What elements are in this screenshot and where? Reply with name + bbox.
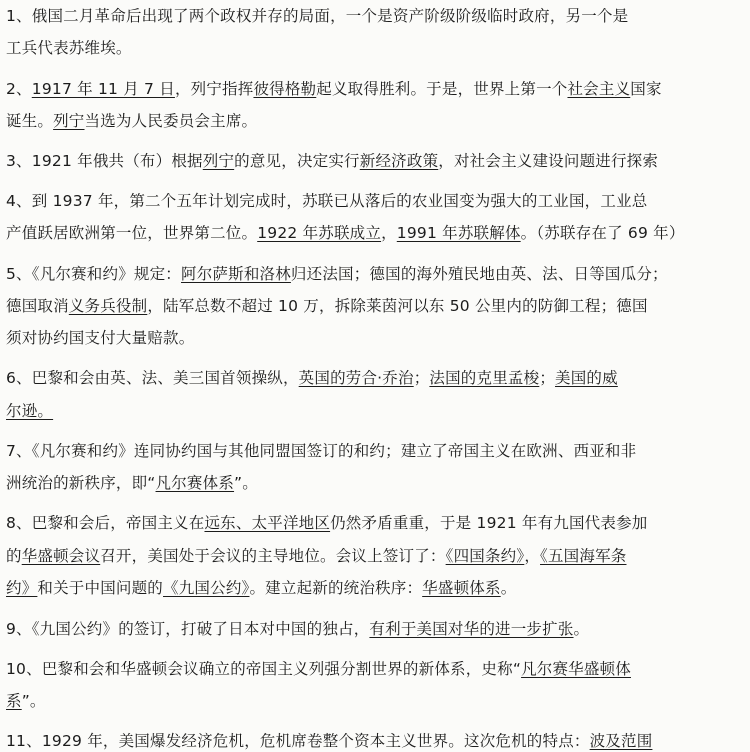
underlined-text: 义务兵役制: [68, 297, 148, 315]
underlined-text: 远东、太平洋地区: [204, 514, 331, 532]
text-segment: 归还法国；德国的海外殖民地由英、法、日等国瓜分；: [290, 265, 668, 283]
text-line: [6, 367, 618, 389]
underlined-text: 约》: [6, 579, 38, 597]
text-line: [6, 618, 589, 640]
text-segment: 当选为人民委员会主席。: [84, 112, 258, 130]
text-segment: 4、到 1937 年，第二个五年计划完成时，苏联已从落后的农业国变为强大的工业国，工业总: [6, 192, 648, 210]
text-line: [6, 545, 626, 567]
text-line: [6, 512, 647, 534]
text-line: [6, 327, 194, 349]
underlined-text: 华盛顿体系: [422, 579, 501, 597]
text-segment: 3、1921 年俄共（布）根据: [6, 152, 203, 170]
text-line: [6, 690, 46, 712]
text-segment: 。（苏联存在了 69 年）: [520, 224, 685, 242]
text-segment: 工兵代表苏维埃。: [6, 39, 132, 57]
text-line: [6, 222, 685, 244]
text-segment: ；: [413, 369, 430, 387]
underlined-text: 1917 年 11 月 7 日: [31, 80, 175, 98]
underlined-text: 新经济政策: [359, 152, 439, 170]
text-line: [6, 190, 647, 212]
text-line: [6, 110, 257, 132]
text-segment: 。建立起新的统治秩序：: [249, 579, 423, 597]
underlined-text: 1991 年苏联解体: [396, 224, 521, 242]
underlined-text: 《九国公约》: [163, 579, 250, 597]
underlined-text: 华盛顿会议: [21, 547, 101, 565]
text-segment: 2、: [6, 80, 32, 98]
text-segment: 10、巴黎和会和华盛顿会议确立的帝国主义列强分割世界的新体系，史称“: [6, 660, 522, 678]
underlined-text: 彼得格勒: [253, 80, 317, 98]
text-line: [6, 263, 668, 285]
underlined-text: 《五国海军条: [540, 547, 627, 565]
text-segment: ，: [524, 547, 541, 565]
underlined-text: 《四国条约》: [445, 547, 525, 565]
text-segment: 须对协约国支付大量赔款。: [6, 329, 195, 347]
text-segment: 6、巴黎和会由英、法、美三国首领操纵，: [6, 369, 299, 387]
text-line: [6, 5, 628, 27]
underlined-text: 凡尔赛华盛顿体: [521, 660, 631, 678]
text-segment: 起义取得胜利。于是，世界上第一个: [316, 80, 568, 98]
text-segment: 的: [6, 547, 22, 565]
text-segment: 。: [500, 579, 517, 597]
text-segment: ”。: [234, 474, 258, 492]
text-segment: 1、俄国二月革命后出现了两个政权并存的局面，一个是资产阶级阶级临时政府，另一个是: [6, 7, 629, 25]
text-segment: 11、1929 年，美国爆发经济危机，危机席卷整个资本主义世界。这次危机的特点：: [6, 732, 590, 750]
underlined-text: 列宁: [202, 152, 235, 170]
text-segment: ，: [381, 224, 397, 242]
underlined-text: 社会主义: [567, 80, 631, 98]
text-segment: 和关于中国问题的: [37, 579, 164, 597]
text-line: [6, 400, 53, 422]
text-line: [6, 472, 258, 494]
underlined-text: 英国的劳合·乔治: [298, 369, 414, 387]
text-segment: 国家: [630, 80, 662, 98]
underlined-text: 尔逊。: [6, 402, 54, 420]
underlined-text: 波及范围: [589, 732, 653, 750]
text-line: [6, 440, 636, 462]
text-segment: ，对社会主义建设问题进行探索: [438, 152, 659, 170]
underlined-text: 系: [6, 692, 22, 710]
text-segment: ；: [539, 369, 556, 387]
text-line: [6, 658, 631, 680]
text-line: [6, 150, 658, 172]
text-segment: ，列宁指挥: [174, 80, 254, 98]
text-segment: 9、《九国公约》的签订，打破了日本对中国的独占，: [6, 620, 370, 638]
underlined-text: 凡尔赛体系: [155, 474, 235, 492]
underlined-text: 美国的威: [555, 369, 618, 387]
text-segment: 7、《凡尔赛和约》连同协约国与其他同盟国签订的和约；建立了帝国主义在欧洲、西亚和非: [6, 442, 637, 460]
text-segment: 。: [573, 620, 590, 638]
text-line: [6, 295, 648, 317]
text-segment: 召开，美国处于会议的主导地位。会议上签订了：: [100, 547, 446, 565]
underlined-text: 有利于美国对华的进一步扩张: [369, 620, 574, 638]
text-segment: 的意见，决定实行: [234, 152, 360, 170]
text-segment: 诞生。: [6, 112, 54, 130]
text-segment: 5、《凡尔赛和约》规定：: [6, 265, 182, 283]
text-segment: 洲统治的新秩序，即“: [6, 474, 156, 492]
text-segment: 德国取消: [6, 297, 69, 315]
underlined-text: 阿尔萨斯和洛林: [181, 265, 291, 283]
text-segment: 8、巴黎和会后，帝国主义在: [6, 514, 205, 532]
underlined-text: 1922 年苏联成立: [257, 224, 382, 242]
text-segment: 产值跃居欧洲第一位，世界第二位。: [6, 224, 258, 242]
underlined-text: 法国的克里孟梭: [429, 369, 540, 387]
text-segment: 仍然矛盾重重，于是 1921 年有九国代表参加: [330, 514, 648, 532]
underlined-text: 列宁: [53, 112, 85, 130]
text-line: [6, 37, 132, 59]
text-segment: ”。: [21, 692, 46, 710]
text-segment: ，陆军总数不超过 10 万，拆除莱茵河以东 50 公里内的防御工程；德国: [147, 297, 648, 315]
text-line: [6, 577, 516, 599]
text-line: [6, 78, 662, 100]
text-line: [6, 730, 652, 752]
